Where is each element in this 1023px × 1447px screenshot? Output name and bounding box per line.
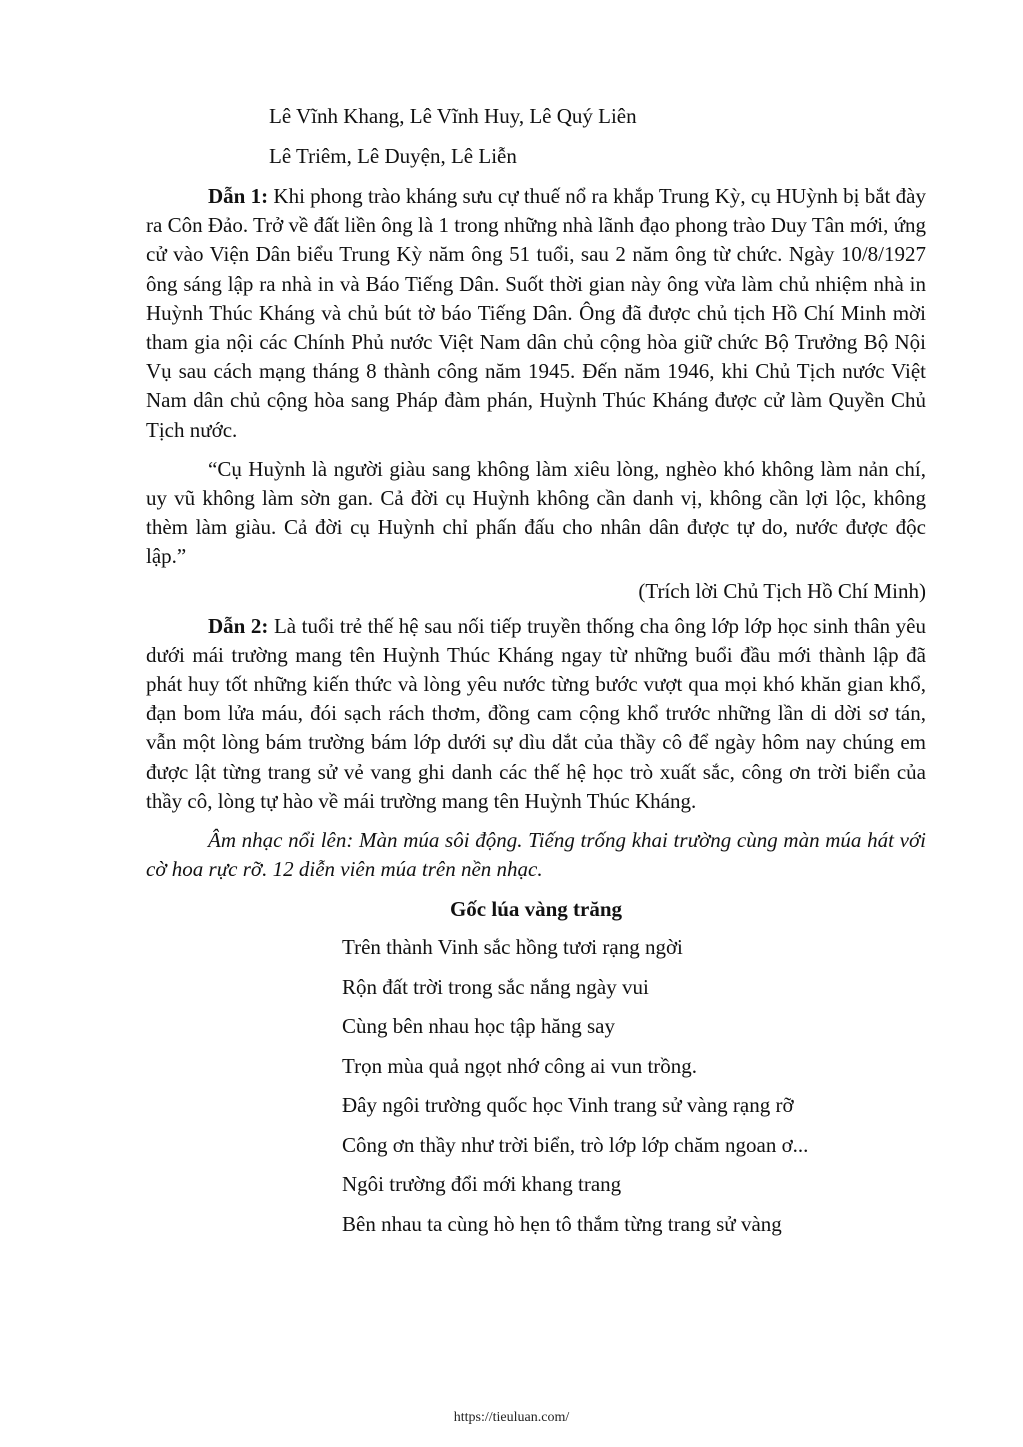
document-page	[146, 96, 926, 1244]
lyric-line: Ngôi trường đổi mới khang trang	[342, 1172, 622, 1197]
dan-1-text: Khi phong trào kháng sưu cự thuế nổ ra khắp Trung Kỳ, cụ HUỳnh bị bắt đày ra Côn Đảo. Trở về đất liền ông là 1 trong những nhà lãnh đạo phong trào Duy Tân mới, ứng cử vào Viện Dân biểu Trung Kỳ năm ông 51 tuổi, sau 2 năm ông từ chức. Ngày 10/8/1927 ông sáng lập ra nhà in và Báo Tiếng Dân. Suốt thời gian này ông vừa làm chủ nhiệm nhà in Huỳnh Thúc Kháng và chủ bút tờ báo Tiếng Dân. Ông đã được chủ tịch Hồ Chí Minh mời tham gia nội các Chính Phủ nước Việt Nam dân chủ cộng hòa giữ chức Bộ Trưởng Bộ Nội Vụ sau cách mạng tháng 8 thành công năm 1945. Đến năm 1946, khi Chủ Tịch nước Việt Nam dân chủ cộng hòa sang Pháp đàm phán, Huỳnh Thúc Kháng được cử làm Quyền Chủ Tịch nước.	[146, 184, 926, 442]
dan-1-paragraph	[146, 182, 926, 445]
footer-url[interactable]: https://tieuluan.com/	[453, 1410, 570, 1425]
names-line-2: Lê Triêm, Lê Duyện, Lê Liễn	[269, 144, 517, 168]
names-block	[269, 96, 926, 176]
dan-1-label: Dẫn 1:	[208, 184, 269, 208]
stage-direction: Âm nhạc nổi lên: Màn múa sôi động. Tiếng trống khai trường cùng màn múa hát với cờ hoa rực rỡ. 12 diễn viên múa trên nền nhạc.	[146, 828, 926, 882]
dan-2-label: Dẫn 2:	[208, 613, 269, 638]
quote-paragraph: “Cụ Huỳnh là người giàu sang không làm xiêu lòng, nghèo khó không làm nản chí, uy vũ không làm sờn gan. Cả đời cụ Huỳnh không cần danh vị, không cần lợi lộc, không thèm làm giàu. Cả đời cụ Huỳnh chỉ phấn đấu cho nhân dân được tự do, nước được độc lập.”	[146, 456, 926, 569]
quote-source: (Trích lời Chủ Tịch Hồ Chí Minh)	[638, 578, 926, 603]
dan-2-paragraph	[146, 612, 926, 816]
lyric-line: Rộn đất trời trong sắc nắng ngày vui	[342, 974, 649, 999]
dan-2-text: Là tuổi trẻ thế hệ sau nối tiếp truyền thống cha ông lớp lớp học sinh thân yêu dưới mái trường mang tên Huỳnh Thúc Kháng ngay từ những buổi đầu mới thành lập đã phát huy tốt những kiến thức và lòng yêu nước từng bước vượt qua mọi khó khăn gian khổ, đạn bom lửa máu, đói sạch rách thơm, đồng cam cộng khổ trước những lần di dời sơ tán, vẫn một lòng bám trường bám lớp dưới sự dìu dắt của thầy cô để ngày hôm nay chúng em được lật từng trang sử vẻ vang ghi danh các thế hệ học trò xuất sắc, công ơn trời biển của thầy cô, lòng tự hào về mái trường mang tên Huỳnh Thúc Kháng.	[146, 613, 926, 813]
lyric-line: Cùng bên nhau học tập hăng say	[342, 1014, 615, 1039]
lyric-line: Bên nhau ta cùng hò hẹn tô thắm từng trang sử vàng	[342, 1211, 782, 1236]
lyric-line: Trọn mùa quả ngọt nhớ công ai vun trồng.	[342, 1053, 698, 1078]
song-lyrics	[342, 928, 926, 1244]
lyric-line: Công ơn thầy như trời biển, trò lớp lớp chăm ngoan ơ...	[342, 1132, 809, 1157]
lyric-line: Đây ngôi trường quốc học Vinh trang sử vàng rạng rỡ	[342, 1093, 794, 1118]
lyric-line: Trên thành Vinh sắc hồng tươi rạng ngời	[342, 935, 683, 960]
names-line-1: Lê Vĩnh Khang, Lê Vĩnh Huy, Lê Quý Liên	[269, 104, 637, 128]
song-title: Gốc lúa vàng trăng	[449, 897, 623, 922]
